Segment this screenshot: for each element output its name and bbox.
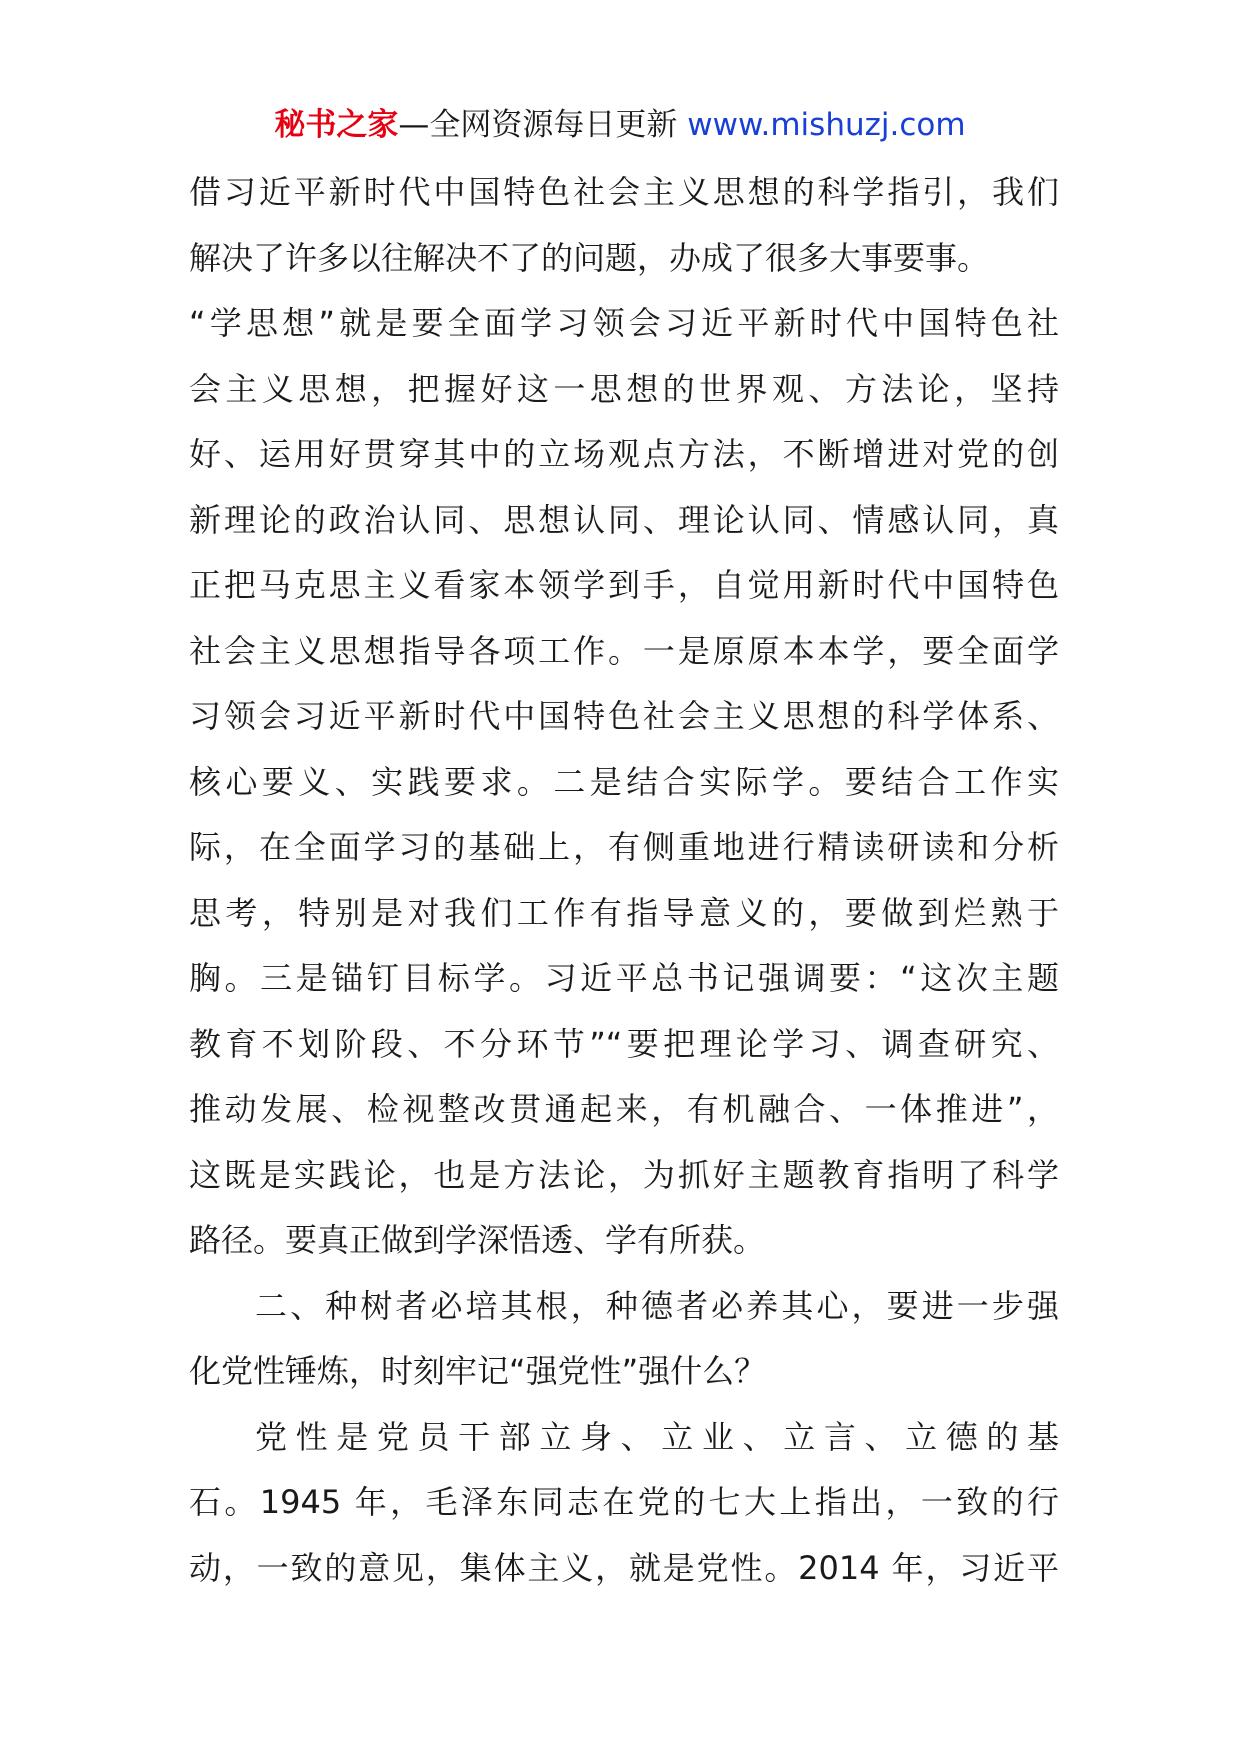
text-line: 会主义思想，把握好这一思想的世界观、方法论，坚持	[189, 369, 1059, 408]
text-line: “学思想”就是要全面学习领会习近平新时代中国特色社	[189, 304, 1059, 342]
text-line: 正把马克思主义看家本领学到手，自觉用新时代中国特色	[189, 566, 1059, 604]
text-line: 思考，特别是对我们工作有指导意义的，要做到烂熟于	[189, 893, 1059, 932]
text-line: 好、运用好贯穿其中的立场观点方法，不断增进对党的创	[189, 435, 1059, 473]
text-line: 党性是党员干部立身、立业、立言、立德的基	[255, 1417, 1059, 1456]
text-line: 这既是实践论，也是方法论，为抓好主题教育指明了科学	[189, 1155, 1059, 1194]
document-body	[189, 160, 1059, 1601]
text-line: 习领会习近平新时代中国特色社会主义思想的科学体系、	[189, 697, 1059, 735]
text-line: 石。1945 年，毛泽东同志在党的七大上指出，一致的行	[189, 1483, 1059, 1521]
text-line: 胸。三是锚钉目标学。习近平总书记强调要：“这次主题	[189, 959, 1059, 997]
text-line: 教育不划阶段、不分环节”“要把理论学习、调查研究、	[189, 1024, 1059, 1063]
text-line: 际，在全面学习的基础上，有侧重地进行精读研读和分析	[189, 828, 1059, 866]
brand-name: 秘书之家	[274, 107, 399, 143]
text-line: 动，一致的意见，集体主义，就是党性。2014 年，习近平	[189, 1548, 1059, 1587]
text-line: 解决了许多以往解决不了的问题，办成了很多大事要事。	[189, 238, 990, 277]
section-heading-line: 二、种树者必培其根，种德者必养其心，要进一步强	[255, 1286, 1059, 1325]
site-url-link[interactable]: www.mishuzj.com	[687, 107, 966, 143]
header-tagline: —全网资源每日更新	[398, 107, 678, 143]
text-line: 路径。要真正做到学深悟透、学有所获。	[189, 1221, 766, 1259]
section-heading-line: 化党性锤炼，时刻牢记“强党性”强什么？	[189, 1352, 767, 1390]
site-header	[0, 100, 1240, 150]
text-line: 核心要义、实践要求。二是结合实际学。要结合工作实	[189, 762, 1059, 801]
text-line: 新理论的政治认同、思想认同、理论认同、情感认同，真	[189, 500, 1059, 539]
text-line: 社会主义思想指导各项工作。一是原原本本学，要全面学	[189, 631, 1059, 670]
text-line: 借习近平新时代中国特色社会主义思想的科学指引，我们	[189, 173, 1059, 211]
text-line: 推动发展、检视整改贯通起来，有机融合、一体推进”，	[189, 1090, 1059, 1128]
